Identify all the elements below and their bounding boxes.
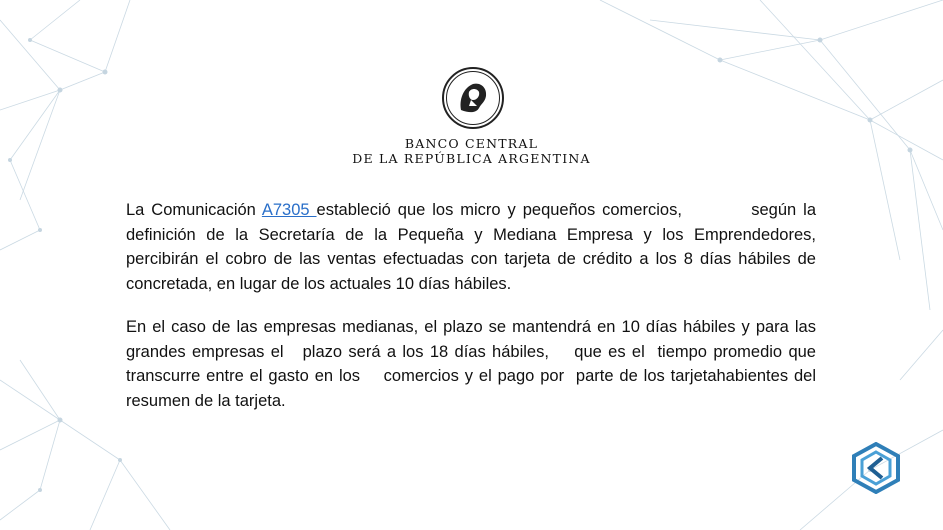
bank-name-line2: DE LA REPÚBLICA ARGENTINA [352,151,591,166]
bcra-seal-icon [441,66,505,130]
paragraph-1-intro: La Comunicación [126,201,262,219]
paragraph-2: En el caso de las empresas medianas, el plazo se mantendrá en 10 días hábiles y para las grandes empresas el plazo será a los 18 días hábiles, que es el tiempo promedio que transcurre entre el gasto en los comercios y el pago por parte de los tarjetahabientes del resumen de la tarjeta. [126,318,821,410]
bank-name-line1: BANCO CENTRAL [404,136,539,151]
communication-link[interactable]: A7305 [261,201,317,219]
paragraph-1 [126,198,821,296]
corner-brand-icon [852,442,900,494]
paragraph-1-body: estableció que los micro y pequeños comercios, según la definición de la Secretaría de la Pequeña y Mediana Empresa y los Emprendedores, percibirán el cobro de las ventas efectuadas con tarjeta de crédito a los 8 días hábiles de concretada, en lugar de los actuales 10 días hábiles. [126,201,821,293]
